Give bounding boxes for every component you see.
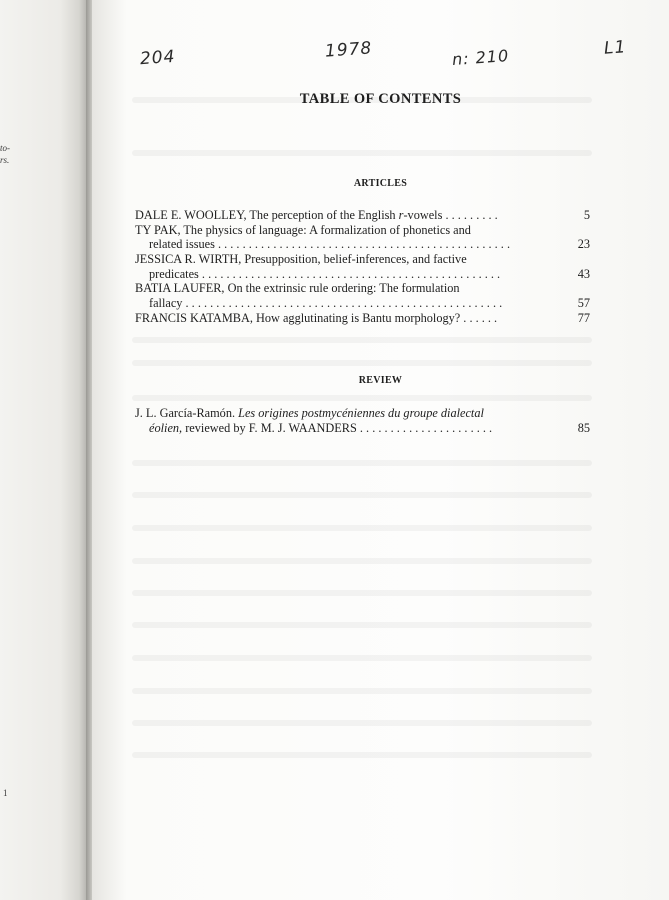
page-number: 85 (577, 420, 590, 435)
facing-page-fragment: to- (0, 143, 10, 153)
facing-page-fragment: rs. (0, 155, 10, 165)
articles-heading: ARTICLES (353, 178, 408, 189)
facing-page-fragment: 1 (3, 788, 8, 798)
toc-entry (135, 310, 590, 326)
page-number: 77 (577, 310, 590, 325)
entry-text: BATIA LAUFER, On the extrinsic rule ordering: The formulation (135, 281, 460, 296)
review-heading: REVIEW (358, 375, 403, 386)
entry-text: predicates . . . . . . . . . . . . . . . . . . . . . . . . . . . . . . . . . . . . . . . . . . . . . . . . . (149, 266, 501, 281)
toc-entry (135, 222, 590, 252)
toc-entry (135, 281, 590, 311)
entry-text: JESSICA R. WIRTH, Presupposition, belief-inferences, and factive (135, 252, 467, 267)
bleed-through-line (132, 558, 592, 564)
toc-entry (135, 208, 590, 223)
page-number: 43 (577, 266, 590, 281)
entry-text: FRANCIS KATAMBA, How agglutinating is Bantu morphology? . . . . . . (135, 310, 498, 325)
bleed-through-line (132, 460, 592, 466)
entry-leader: -vowels . . . . . . . . . (403, 208, 498, 222)
page-number: 57 (577, 296, 590, 311)
bleed-through-line (132, 395, 592, 401)
handwritten-note: n: 210 (451, 46, 510, 69)
bleed-through-line (132, 525, 592, 531)
bleed-through-line (132, 337, 592, 343)
articles-list (135, 208, 590, 326)
entry-text: TY PAK, The physics of language: A formalization of phonetics and (135, 222, 471, 237)
bleed-through-line (132, 720, 592, 726)
bleed-through-line (132, 150, 592, 156)
handwritten-note: L1 (603, 37, 627, 59)
bleed-through-line (132, 622, 592, 628)
bleed-through-line (132, 752, 592, 758)
page-number: 5 (583, 208, 590, 222)
toc-entry (135, 406, 590, 435)
entry-text: r (398, 208, 404, 222)
bleed-through-line (132, 360, 592, 366)
page-number: 23 (577, 237, 590, 252)
review-title: Les origines postmycéniennes du groupe dialectal (238, 406, 484, 420)
document-page (92, 0, 669, 900)
bleed-through-line (132, 688, 592, 694)
facing-page (0, 0, 86, 900)
bleed-through-line (132, 590, 592, 596)
handwritten-note: 204 (139, 46, 177, 70)
page-title: TABLE OF CONTENTS (299, 91, 462, 107)
entry-text: related issues . . . . . . . . . . . . . . . . . . . . . . . . . . . . . . . . . . . . . . . . . . . . . . . . (149, 237, 511, 252)
entry-text: reviewed by F. M. J. WAANDERS . . . . . . . . . . . . . . . . . . . . . . (182, 420, 493, 435)
handwritten-note: 1978 (324, 38, 373, 62)
entry-text: DALE E. WOOLLEY, The perception of the English (135, 208, 399, 222)
entry-text: fallacy . . . . . . . . . . . . . . . . . . . . . . . . . . . . . . . . . . . . . . . . . . . . . . . . . . . . (149, 296, 503, 311)
review-list (135, 406, 590, 435)
review-title: éolien, (149, 420, 183, 435)
bleed-through-line (132, 655, 592, 661)
bleed-through-line (132, 492, 592, 498)
review-author: J. L. García-Ramón. (135, 406, 239, 420)
toc-entry (135, 252, 590, 281)
